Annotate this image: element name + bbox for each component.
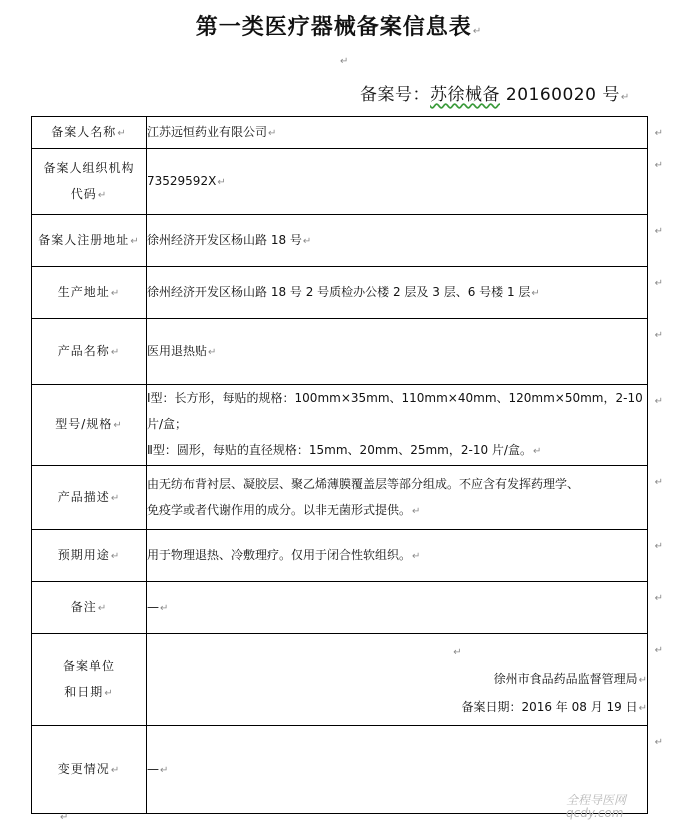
value-product-description: 由无纺布背衬层、凝胶层、聚乙烯薄膜覆盖层等部分组成。不应含有发挥药理学、 免疫学或者代谢作用的成分。以非无菌形式提供。↵ ↵ [147,466,648,530]
value-model-spec: Ⅰ型：长方形，每贴的规格：100mm×35mm、110mm×40mm、120mm×50mm，2-10 片/盒； Ⅱ型：圆形，每贴的直径规格：15mm、20mm、25mm，2-10 片/盒。↵ ↵ [147,385,648,466]
record-number-prefix: 备案号： [360,85,430,105]
paragraph-mark-icon: ↵ [472,26,483,37]
table-row [32,726,648,814]
paragraph-mark-icon: ↵ [532,446,542,457]
table-row [32,319,648,385]
label-registrant-name: 备案人名称↵ [32,117,147,149]
paragraph-mark-icon: ↵ [654,396,663,407]
paragraph-mark-icon: ↵ [160,764,169,776]
paragraph-mark-icon: ↵ [110,550,121,562]
paragraph-mark-icon: ↵ [638,674,647,686]
title-text: 第一类医疗器械备案信息表 [195,15,472,40]
record-number-value: 20160020 [505,85,597,105]
table-row [32,582,648,634]
paragraph-mark-icon: ↵ [97,189,108,201]
paragraph-mark-icon: ↵ [654,477,663,488]
value-change-status: —↵ ↵ [147,726,648,814]
record-number [360,80,630,105]
paragraph-mark-icon: ↵ [113,420,123,431]
paragraph-mark-icon: ↵ [412,505,421,517]
paragraph-mark-icon: ↵ [531,287,540,299]
label-product-name: 产品名称↵ [32,319,147,385]
page-title [0,10,678,41]
table-row [32,466,648,530]
paragraph-mark-icon: ↵ [654,278,663,289]
paragraph-mark-icon: ↵ [110,492,121,504]
paragraph-mark-icon: ↵ [104,687,114,699]
paragraph-mark-icon: ↵ [217,176,226,188]
label-remarks: 备注↵ [32,582,147,634]
paragraph-mark-icon: ↵ [654,737,663,748]
paragraph-mark-icon: ↵ [654,226,663,237]
value-remarks: —↵ ↵ [147,582,648,634]
filing-unit: 徐州市食品药品监督管理局 [493,671,638,686]
paragraph-mark-icon: ↵ [130,235,140,247]
paragraph-mark-icon: ↵ [654,541,663,552]
paragraph-mark-icon: ↵ [638,702,647,714]
paragraph-mark-icon: ↵ [654,160,663,171]
value-org-code: 73529592X↵ ↵ [147,149,648,215]
record-number-suffix: 号 [602,85,620,105]
label-product-description: 产品描述↵ [32,466,147,530]
paragraph-mark-icon: ↵ [453,646,462,658]
label-filing-unit-date: 备案单位 和日期↵ [32,634,147,726]
table-row [32,634,648,726]
paragraph-mark-icon: ↵ [268,127,277,139]
paragraph-mark-icon: ↵ [117,127,127,139]
filing-date: 备案日期：2016 年 08 月 19 日 [461,699,638,714]
table-row [32,530,648,582]
table-row [32,385,648,466]
paragraph-mark-icon: ↵ [60,812,69,823]
record-number-code: 苏徐械备 [430,85,500,105]
value-registered-address: 徐州经济开发区杨山路 18 号↵ ↵ [147,215,648,267]
paragraph-mark-icon: ↵ [110,346,121,358]
table-row [32,215,648,267]
paragraph-mark-icon: ↵ [110,287,121,299]
paragraph-mark-icon: ↵ [110,764,121,776]
value-filing-unit-date [147,634,663,726]
label-production-address: 生产地址↵ [32,267,147,319]
paragraph-mark-icon: ↵ [302,235,312,247]
value-intended-use: 用于物理退热、冷敷理疗。仅用于闭合性软组织。↵ ↵ [147,530,648,582]
paragraph-mark-icon: ↵ [340,56,349,67]
label-model-spec: 型号/规格↵ [32,385,147,466]
paragraph-mark-icon: ↵ [97,602,108,614]
paragraph-mark-icon: ↵ [654,128,663,139]
label-intended-use: 预期用途↵ [32,530,147,582]
paragraph-mark-icon: ↵ [208,346,217,358]
value-registrant-name: 江苏远恒药业有限公司↵ ↵ [147,117,648,149]
label-org-code: 备案人组织机构 代码↵ [32,149,147,215]
label-change-status: 变更情况↵ [32,726,147,814]
paragraph-mark-icon: ↵ [412,550,421,562]
table-row [32,149,648,215]
paragraph-mark-icon: ↵ [654,645,663,656]
paragraph-mark-icon: ↵ [654,593,663,604]
value-product-name: 医用退热贴↵ ↵ [147,319,648,385]
table-row [32,267,648,319]
watermark: 全程导医网 qcdy.com [566,793,627,820]
paragraph-mark-icon: ↵ [620,92,630,103]
value-production-address: 徐州经济开发区杨山路 18 号 2 号质检办公楼 2 层及 3 层、6 号楼 1 层↵ ↵ [147,267,648,319]
label-registered-address: 备案人注册地址↵ [32,215,147,267]
paragraph-mark-icon: ↵ [654,330,663,341]
record-info-table [31,116,663,814]
table-row [32,117,648,149]
paragraph-mark-icon: ↵ [160,602,169,614]
